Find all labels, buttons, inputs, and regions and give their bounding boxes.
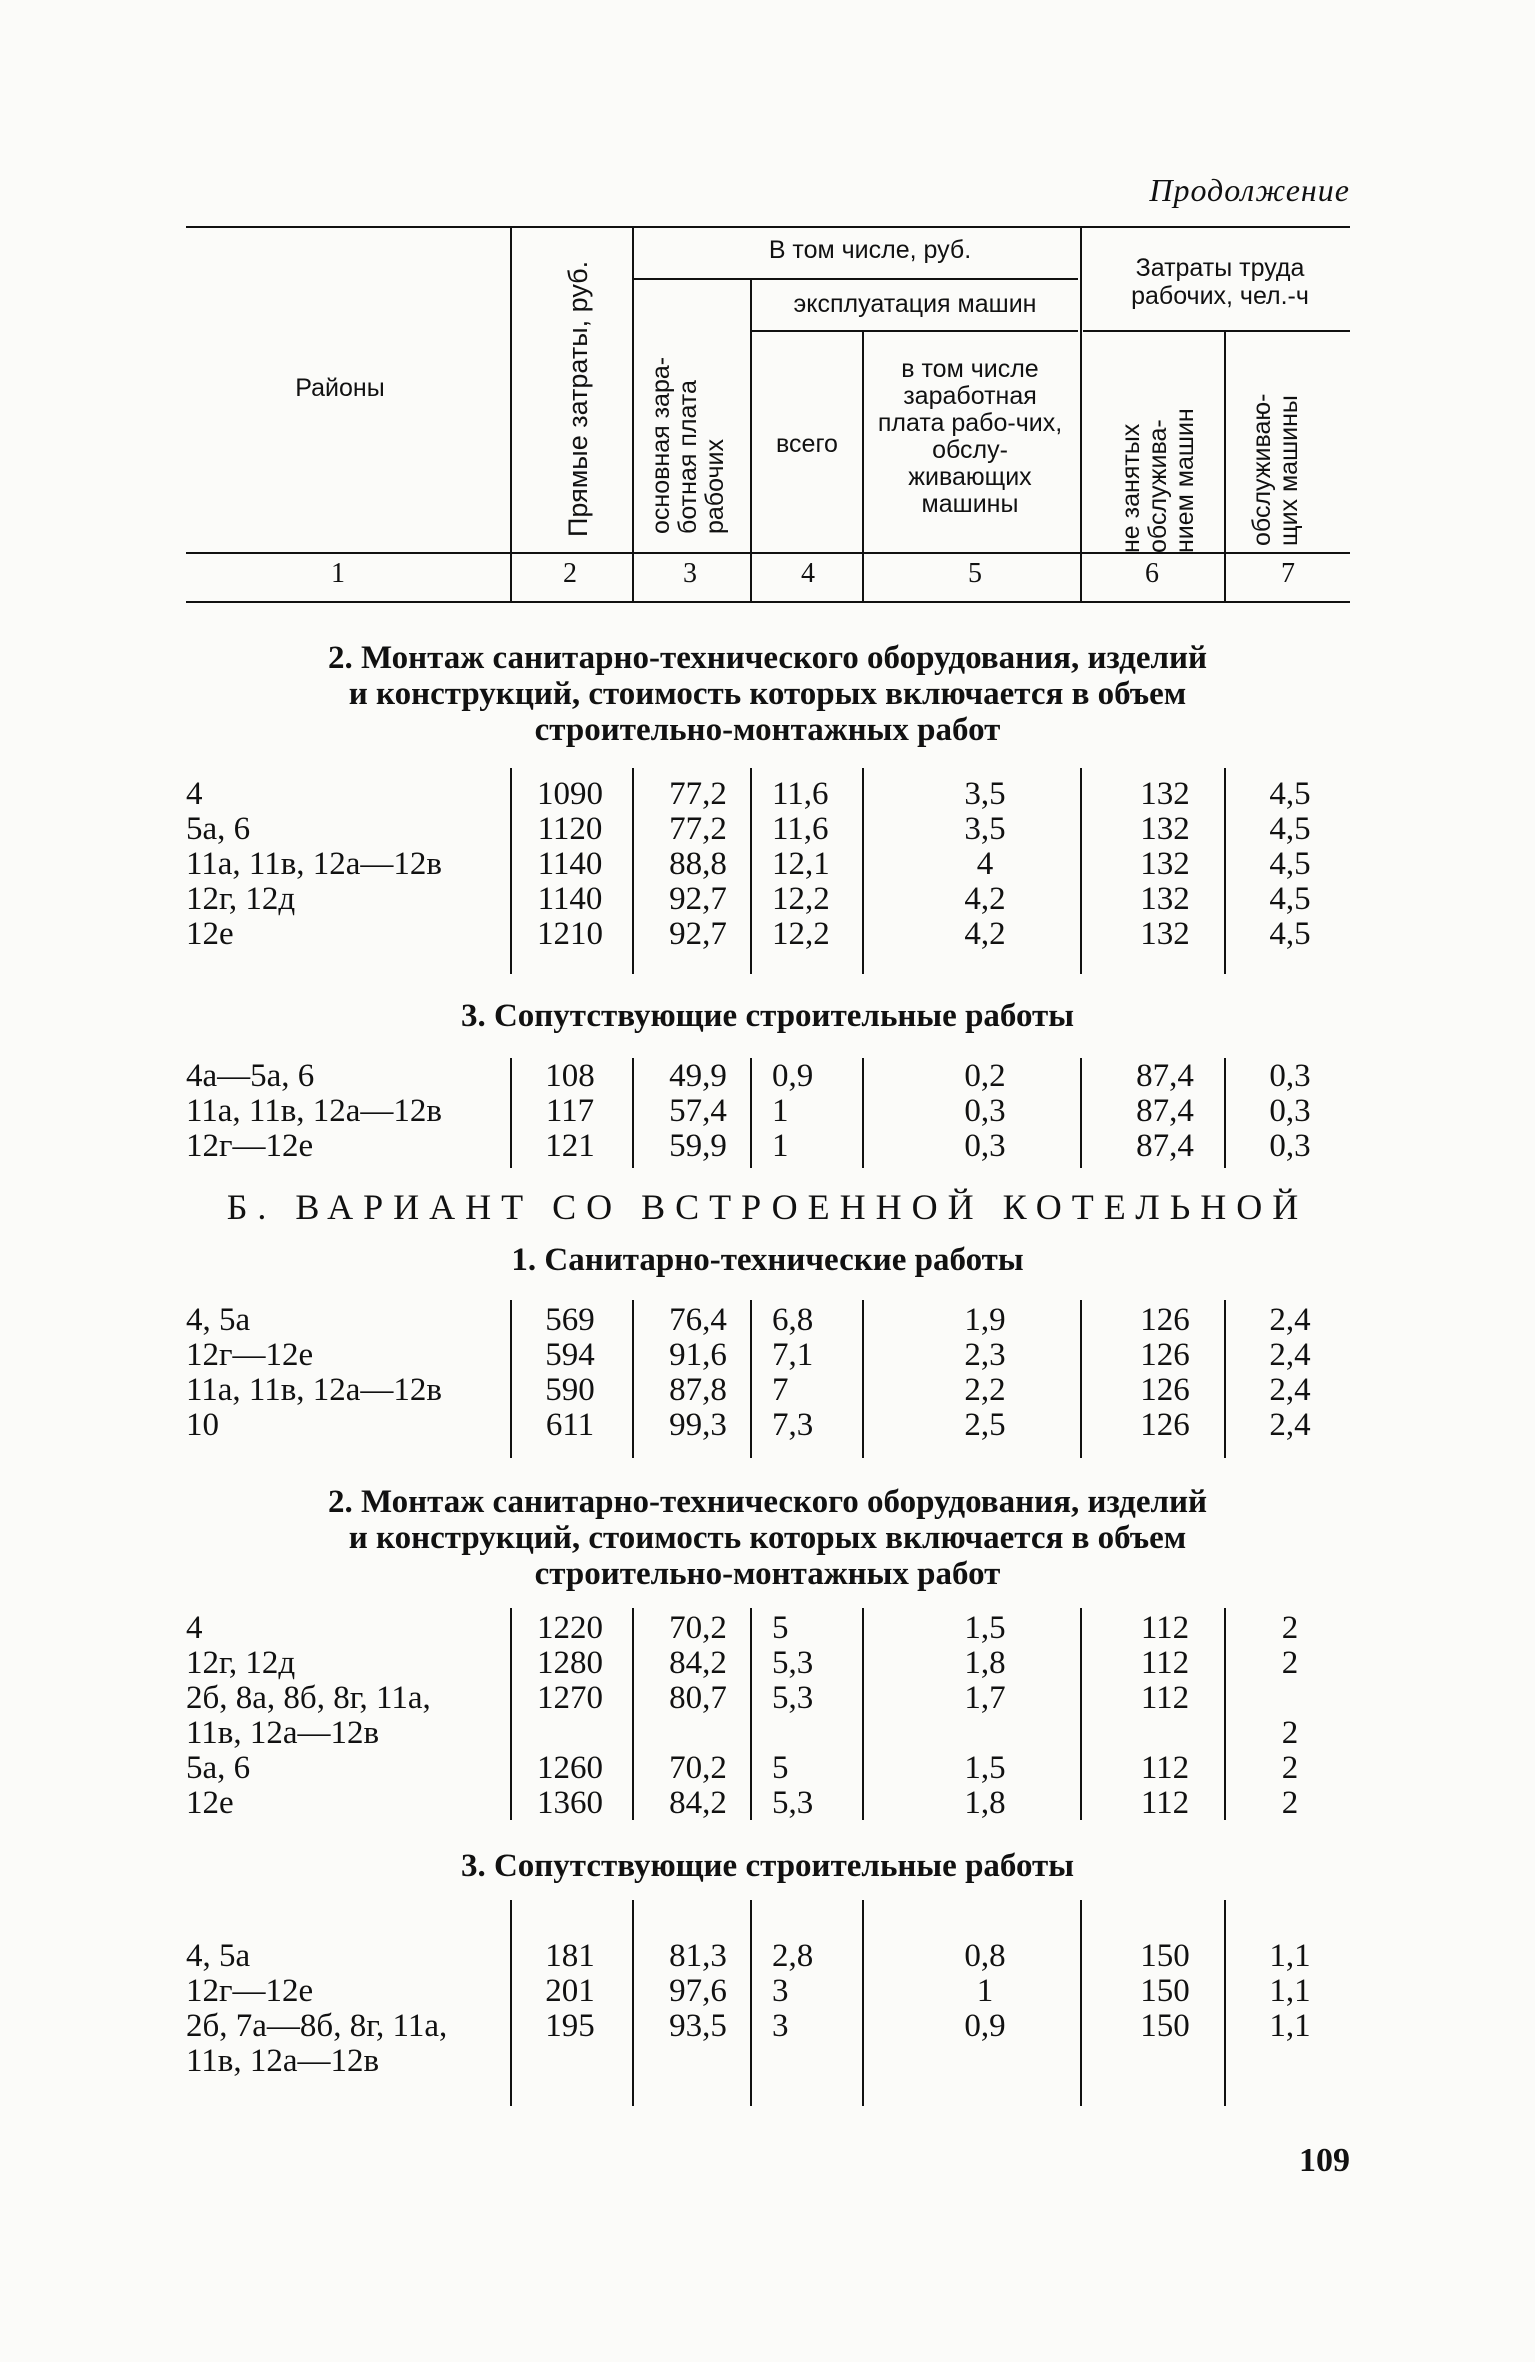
colnum-2: 2 <box>563 558 577 589</box>
value-cell: 2,4 <box>1269 1302 1311 1338</box>
section-a3-title: 3. Сопутствующие строительные работы <box>460 998 1075 1034</box>
header-obsluzhivayushchih: обслуживаю- щих машины <box>1248 393 1303 546</box>
value-cell: 1260 <box>537 1750 603 1786</box>
value-cell: 0,2 <box>964 1058 1006 1094</box>
value-cell: 5 <box>772 1610 789 1646</box>
header-v-tom-chisle-zp: в том числе заработная плата рабо-чих, обслу-живающих машины <box>877 355 1063 518</box>
value-cell: 2,4 <box>1269 1372 1311 1408</box>
value-cell: 0,3 <box>1269 1058 1311 1094</box>
region-cell: 12г—12е <box>186 1128 314 1164</box>
value-cell: 0,9 <box>964 2008 1006 2044</box>
value-cell: 1120 <box>537 811 603 847</box>
table-row <box>0 1645 1535 1681</box>
region-cell: 12г—12е <box>186 1973 314 2009</box>
table-row <box>0 1973 1535 2009</box>
value-cell: 126 <box>1140 1407 1190 1443</box>
value-cell: 1140 <box>537 846 603 882</box>
value-cell: 3 <box>772 1973 789 2009</box>
value-cell: 1 <box>772 1093 789 1129</box>
value-cell: 195 <box>545 2008 595 2044</box>
value-cell: 2 <box>1281 1750 1299 1786</box>
value-cell: 132 <box>1140 881 1190 917</box>
value-cell: 12,1 <box>772 846 830 882</box>
value-cell: 87,8 <box>669 1372 727 1408</box>
value-cell: 4,2 <box>964 916 1006 952</box>
header-zatraty-truda: Затраты труда рабочих, чел.-ч <box>1131 254 1309 310</box>
header-vsego: всего <box>776 430 838 458</box>
value-cell: 12,2 <box>772 916 830 952</box>
value-cell: 117 <box>545 1093 595 1129</box>
section-b1-title: 1. Санитарно-технические работы <box>511 1242 1024 1278</box>
section-a2-title-1: 2. Монтаж санитарно-технического оборудования, изделий <box>327 640 1208 676</box>
region-cell: 11в, 12а—12в <box>186 2043 380 2079</box>
value-cell: 1,1 <box>1269 1973 1311 2009</box>
value-cell: 112 <box>1140 1610 1190 1646</box>
value-cell: 2 <box>1281 1785 1299 1821</box>
header-osnovnaya: основная зара- ботная плата рабочих <box>647 356 729 534</box>
value-cell: 6,8 <box>772 1302 814 1338</box>
header-ne-zanyatyh: не занятых обслужива- нием машин <box>1117 408 1199 553</box>
table-row <box>0 2043 1535 2079</box>
value-cell: 112 <box>1140 1645 1190 1681</box>
value-cell: 150 <box>1140 1973 1190 2009</box>
table-row <box>0 846 1535 882</box>
section-a2-title-3: строительно-монтажных работ <box>534 712 1001 748</box>
page-number: 109 <box>1299 2142 1350 2179</box>
value-cell: 5,3 <box>772 1680 814 1716</box>
value-cell: 2,4 <box>1269 1407 1311 1443</box>
colnum-7: 7 <box>1281 558 1295 589</box>
colnum-6: 6 <box>1145 558 1159 589</box>
value-cell: 91,6 <box>669 1337 727 1373</box>
value-cell: 4,5 <box>1269 916 1311 952</box>
table-row <box>0 916 1535 952</box>
region-cell: 4а—5а, 6 <box>186 1058 315 1094</box>
header-ekspluatatsiya: эксплуатация машин <box>793 290 1037 318</box>
region-cell: 12г—12е <box>186 1337 314 1373</box>
value-cell: 76,4 <box>669 1302 727 1338</box>
value-cell: 112 <box>1140 1750 1190 1786</box>
value-cell: 1 <box>976 1973 994 2009</box>
value-cell: 150 <box>1140 1938 1190 1974</box>
region-cell: 4 <box>186 776 203 812</box>
header-vline-5 <box>1080 226 1082 602</box>
value-cell: 1270 <box>537 1680 603 1716</box>
header-pryamye: Прямые затраты, руб. <box>563 260 593 537</box>
value-cell: 126 <box>1140 1372 1190 1408</box>
header-vline-2 <box>632 226 634 602</box>
region-cell: 5а, 6 <box>186 1750 251 1786</box>
value-cell: 1,1 <box>1269 1938 1311 1974</box>
value-cell: 0,8 <box>964 1938 1006 1974</box>
region-cell: 5а, 6 <box>186 811 251 847</box>
header-vline-3 <box>750 278 752 602</box>
colnum-5: 5 <box>968 558 982 589</box>
value-cell: 12,2 <box>772 881 830 917</box>
value-cell: 92,7 <box>669 881 727 917</box>
value-cell: 87,4 <box>1136 1128 1194 1164</box>
table-row <box>0 1680 1535 1716</box>
header-top-rule <box>186 226 1350 228</box>
value-cell: 3,5 <box>964 776 1006 812</box>
value-cell: 2,5 <box>964 1407 1006 1443</box>
header-v-tom-chisle: В том числе, руб. <box>768 236 972 264</box>
header-vline-4 <box>862 330 864 602</box>
variant-b-heading: Б. ВАРИАНТ СО ВСТРОЕННОЙ КОТЕЛЬНОЙ <box>226 1187 1309 1227</box>
value-cell: 126 <box>1140 1337 1190 1373</box>
value-cell: 1220 <box>537 1610 603 1646</box>
header-rayony: Районы <box>295 374 385 402</box>
table-row <box>0 1715 1535 1751</box>
value-cell: 1210 <box>537 916 603 952</box>
region-cell: 12е <box>186 1785 234 1821</box>
value-cell: 70,2 <box>669 1750 727 1786</box>
region-cell: 11а, 11в, 12а—12в <box>186 1093 443 1129</box>
value-cell: 2,2 <box>964 1372 1006 1408</box>
value-cell: 132 <box>1140 811 1190 847</box>
value-cell: 2 <box>1281 1610 1299 1646</box>
ekspl-rule <box>750 330 1078 332</box>
header-vline-6 <box>1224 330 1226 602</box>
region-cell: 2б, 7а—8б, 8г, 11а, <box>186 2008 448 2044</box>
value-cell: 87,4 <box>1136 1058 1194 1094</box>
table-row <box>0 1302 1535 1338</box>
value-cell: 132 <box>1140 846 1190 882</box>
value-cell: 3 <box>772 2008 789 2044</box>
value-cell: 77,2 <box>669 776 727 812</box>
value-cell: 4,5 <box>1269 846 1311 882</box>
value-cell: 132 <box>1140 916 1190 952</box>
table-row <box>0 1337 1535 1373</box>
value-cell: 569 <box>545 1302 595 1338</box>
value-cell: 11,6 <box>772 776 829 812</box>
value-cell: 7 <box>772 1372 789 1408</box>
value-cell: 1280 <box>537 1645 603 1681</box>
value-cell: 2 <box>1281 1715 1299 1751</box>
value-cell: 201 <box>545 1973 595 2009</box>
value-cell: 4,5 <box>1269 811 1311 847</box>
colnum-4: 4 <box>801 558 815 589</box>
value-cell: 7,1 <box>772 1337 814 1373</box>
region-cell: 11в, 12а—12в <box>186 1715 380 1751</box>
value-cell: 4,2 <box>964 881 1006 917</box>
value-cell: 4,5 <box>1269 881 1311 917</box>
value-cell: 594 <box>545 1337 595 1373</box>
value-cell: 1360 <box>537 1785 603 1821</box>
colnum-bottom-rule <box>186 601 1350 603</box>
value-cell: 1 <box>772 1128 789 1164</box>
value-cell: 1140 <box>537 881 603 917</box>
value-cell: 59,9 <box>669 1128 727 1164</box>
continuation-label: Продолжение <box>1149 172 1350 208</box>
header-vline-1 <box>510 226 512 602</box>
value-cell: 5 <box>772 1750 789 1786</box>
value-cell: 88,8 <box>669 846 727 882</box>
table-row <box>0 776 1535 812</box>
section-b3-title: 3. Сопутствующие строительные работы <box>460 1848 1075 1884</box>
region-cell: 12г, 12д <box>186 881 296 917</box>
table-row <box>0 1372 1535 1408</box>
value-cell: 132 <box>1140 776 1190 812</box>
value-cell: 87,4 <box>1136 1093 1194 1129</box>
value-cell: 2,4 <box>1269 1337 1311 1373</box>
section-b2-title-2: и конструкций, стоимость которых включается в объем <box>348 1520 1187 1556</box>
table-row <box>0 1093 1535 1129</box>
colnum-3: 3 <box>683 558 697 589</box>
value-cell: 0,3 <box>1269 1093 1311 1129</box>
table-row <box>0 2008 1535 2044</box>
value-cell: 590 <box>545 1372 595 1408</box>
value-cell: 121 <box>545 1128 595 1164</box>
value-cell: 1,8 <box>964 1645 1006 1681</box>
value-cell: 2,8 <box>772 1938 814 1974</box>
region-cell: 11а, 11в, 12а—12в <box>186 1372 443 1408</box>
value-cell: 150 <box>1140 2008 1190 2044</box>
section-b2-title-3: строительно-монтажных работ <box>534 1556 1001 1592</box>
value-cell: 1,5 <box>964 1610 1006 1646</box>
value-cell: 112 <box>1140 1680 1190 1716</box>
region-cell: 12г, 12д <box>186 1645 296 1681</box>
value-cell: 0,9 <box>772 1058 814 1094</box>
value-cell: 97,6 <box>669 1973 727 2009</box>
value-cell: 1,7 <box>964 1680 1006 1716</box>
value-cell: 70,2 <box>669 1610 727 1646</box>
region-cell: 4, 5а <box>186 1938 251 1974</box>
region-cell: 11а, 11в, 12а—12в <box>186 846 443 882</box>
value-cell: 5,3 <box>772 1785 814 1821</box>
value-cell: 3,5 <box>964 811 1006 847</box>
value-cell: 57,4 <box>669 1093 727 1129</box>
value-cell: 84,2 <box>669 1785 727 1821</box>
colnum-1: 1 <box>331 558 345 589</box>
value-cell: 2,3 <box>964 1337 1006 1373</box>
value-cell: 611 <box>545 1407 595 1443</box>
value-cell: 181 <box>545 1938 595 1974</box>
value-cell: 0,3 <box>1269 1128 1311 1164</box>
value-cell: 1,1 <box>1269 2008 1311 2044</box>
value-cell: 108 <box>545 1058 595 1094</box>
value-cell: 2 <box>1281 1645 1299 1681</box>
value-cell: 99,3 <box>669 1407 727 1443</box>
value-cell: 84,2 <box>669 1645 727 1681</box>
value-cell: 80,7 <box>669 1680 727 1716</box>
value-cell: 5,3 <box>772 1645 814 1681</box>
value-cell: 1,9 <box>964 1302 1006 1338</box>
value-cell: 1090 <box>537 776 603 812</box>
region-cell: 4, 5а <box>186 1302 251 1338</box>
section-b2-title-1: 2. Монтаж санитарно-технического оборудования, изделий <box>327 1484 1208 1520</box>
zatraty-rule <box>1083 330 1350 332</box>
section-a2-title-2: и конструкций, стоимость которых включается в объем <box>348 676 1187 712</box>
value-cell: 77,2 <box>669 811 727 847</box>
table-row <box>0 1785 1535 1821</box>
value-cell: 112 <box>1140 1785 1190 1821</box>
value-cell: 126 <box>1140 1302 1190 1338</box>
value-cell: 1,8 <box>964 1785 1006 1821</box>
value-cell: 81,3 <box>669 1938 727 1974</box>
value-cell: 11,6 <box>772 811 829 847</box>
value-cell: 4,5 <box>1269 776 1311 812</box>
table-row <box>0 1407 1535 1443</box>
table-row <box>0 1938 1535 1974</box>
table-row <box>0 1058 1535 1094</box>
value-cell: 4 <box>976 846 994 882</box>
table-row <box>0 811 1535 847</box>
table-row <box>0 881 1535 917</box>
region-cell: 4 <box>186 1610 203 1646</box>
table-row <box>0 1750 1535 1786</box>
region-cell: 2б, 8а, 8б, 8г, 11а, <box>186 1680 431 1716</box>
value-cell: 1,5 <box>964 1750 1006 1786</box>
vtomchisle-rule <box>632 278 1078 280</box>
value-cell: 0,3 <box>964 1093 1006 1129</box>
value-cell: 93,5 <box>669 2008 727 2044</box>
region-cell: 10 <box>186 1407 219 1443</box>
value-cell: 92,7 <box>669 916 727 952</box>
table-row <box>0 1610 1535 1646</box>
region-cell: 12е <box>186 916 234 952</box>
value-cell: 7,3 <box>772 1407 814 1443</box>
value-cell: 0,3 <box>964 1128 1006 1164</box>
value-cell: 49,9 <box>669 1058 727 1094</box>
table-row <box>0 1128 1535 1164</box>
